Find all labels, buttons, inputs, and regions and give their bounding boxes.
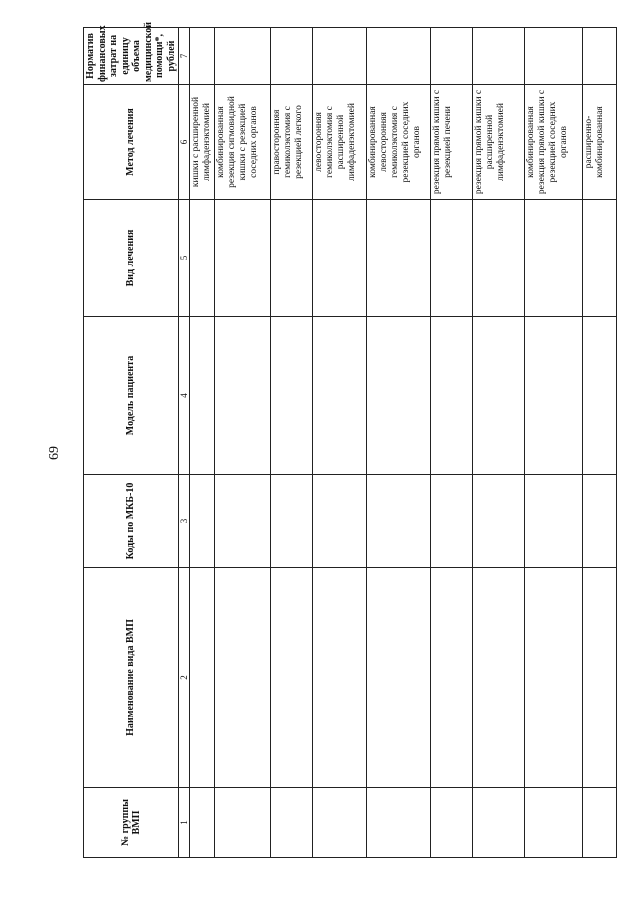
cell-empty xyxy=(431,568,473,788)
cell-empty xyxy=(473,475,525,568)
cell-empty xyxy=(313,200,367,317)
cell-empty xyxy=(583,475,617,568)
method-cell: правосторонняя гемиколэктомия с резекцией легкого xyxy=(271,85,313,200)
table-row xyxy=(190,28,215,858)
cell-empty xyxy=(271,28,313,85)
page-number: 69 xyxy=(47,446,62,460)
column-number: 4 xyxy=(179,317,190,475)
cell-empty xyxy=(473,788,525,858)
cell-empty xyxy=(525,475,583,568)
method-cell: кишки с расширенной лимфаденэктомией xyxy=(190,85,215,200)
cell-empty xyxy=(190,317,215,475)
cell-empty xyxy=(313,28,367,85)
method-cell: левосторонняя гемиколэктомия с расширенной лимфаденэктомией xyxy=(313,85,367,200)
cell-empty xyxy=(367,200,431,317)
cell-empty xyxy=(271,568,313,788)
cell-empty xyxy=(271,788,313,858)
cell-empty xyxy=(525,568,583,788)
cell-empty xyxy=(525,200,583,317)
rotated-table-wrapper xyxy=(83,21,606,858)
cell-empty xyxy=(473,317,525,475)
method-cell: комбинированная резекция сигмовидной кишки с резекцией соседних органов xyxy=(215,85,271,200)
cell-empty xyxy=(313,788,367,858)
table-row xyxy=(313,28,367,858)
cell-empty xyxy=(431,788,473,858)
column-number: 3 xyxy=(179,475,190,568)
method-cell: комбинированная резекция прямой кишки с резекцией соседних органов xyxy=(525,85,583,200)
cell-empty xyxy=(431,317,473,475)
cell-empty xyxy=(190,788,215,858)
cell-empty xyxy=(367,788,431,858)
cell-empty xyxy=(190,200,215,317)
cell-empty xyxy=(431,200,473,317)
cell-empty xyxy=(525,788,583,858)
cell-empty xyxy=(215,317,271,475)
column-number: 5 xyxy=(179,200,190,317)
cell-empty xyxy=(215,568,271,788)
vmp-table xyxy=(83,21,617,858)
table-row xyxy=(271,28,313,858)
method-cell: расширенно-комбинированная xyxy=(583,85,617,200)
column-number: 2 xyxy=(179,568,190,788)
column-number-row xyxy=(179,28,190,858)
header-cost-norm: Норматив финансовых затрат на единицу объема медицинской помощи*, рублей xyxy=(84,28,179,85)
cell-empty xyxy=(583,568,617,788)
cell-empty xyxy=(367,28,431,85)
cell-empty xyxy=(313,568,367,788)
header-row xyxy=(84,28,179,858)
cell-empty xyxy=(271,200,313,317)
cell-empty xyxy=(583,200,617,317)
cell-empty xyxy=(583,788,617,858)
table-row xyxy=(473,28,525,858)
cell-empty xyxy=(431,475,473,568)
cell-empty xyxy=(525,28,583,85)
cell-empty xyxy=(271,317,313,475)
cell-empty xyxy=(215,475,271,568)
cell-empty xyxy=(583,28,617,85)
table-row xyxy=(431,28,473,858)
header-icd-codes: Коды по МКБ-10 xyxy=(84,475,179,568)
cell-empty xyxy=(313,475,367,568)
cell-empty xyxy=(367,568,431,788)
cell-empty xyxy=(525,317,583,475)
header-group-number: № группы ВМП xyxy=(84,788,179,858)
cell-empty xyxy=(215,28,271,85)
cell-empty xyxy=(215,200,271,317)
cell-empty xyxy=(473,28,525,85)
method-cell: комбинированная левосторонняя гемиколэктомия с резекцией соседних органов xyxy=(367,85,431,200)
cell-empty xyxy=(473,568,525,788)
cell-empty xyxy=(367,317,431,475)
cell-empty xyxy=(431,28,473,85)
header-patient-model: Модель пациента xyxy=(84,317,179,475)
column-number: 1 xyxy=(179,788,190,858)
method-cell: резекция прямой кишки с резекцией печени xyxy=(431,85,473,200)
table-row xyxy=(525,28,583,858)
table-row xyxy=(367,28,431,858)
cell-empty xyxy=(473,200,525,317)
cell-empty xyxy=(271,475,313,568)
method-cell: резекция прямой кишки с расширенной лимфаденэктомией xyxy=(473,85,525,200)
cell-empty xyxy=(190,568,215,788)
cell-empty xyxy=(583,317,617,475)
table-row xyxy=(583,28,617,858)
cell-empty xyxy=(313,317,367,475)
header-vmp-name: Наименование вида ВМП xyxy=(84,568,179,788)
cell-empty xyxy=(190,28,215,85)
table-row xyxy=(215,28,271,858)
header-treatment-type: Вид лечения xyxy=(84,200,179,317)
column-number: 6 xyxy=(179,85,190,200)
column-number: 7 xyxy=(179,28,190,85)
header-treatment-method: Метод лечения xyxy=(84,85,179,200)
cell-empty xyxy=(215,788,271,858)
cell-empty xyxy=(190,475,215,568)
cell-empty xyxy=(367,475,431,568)
